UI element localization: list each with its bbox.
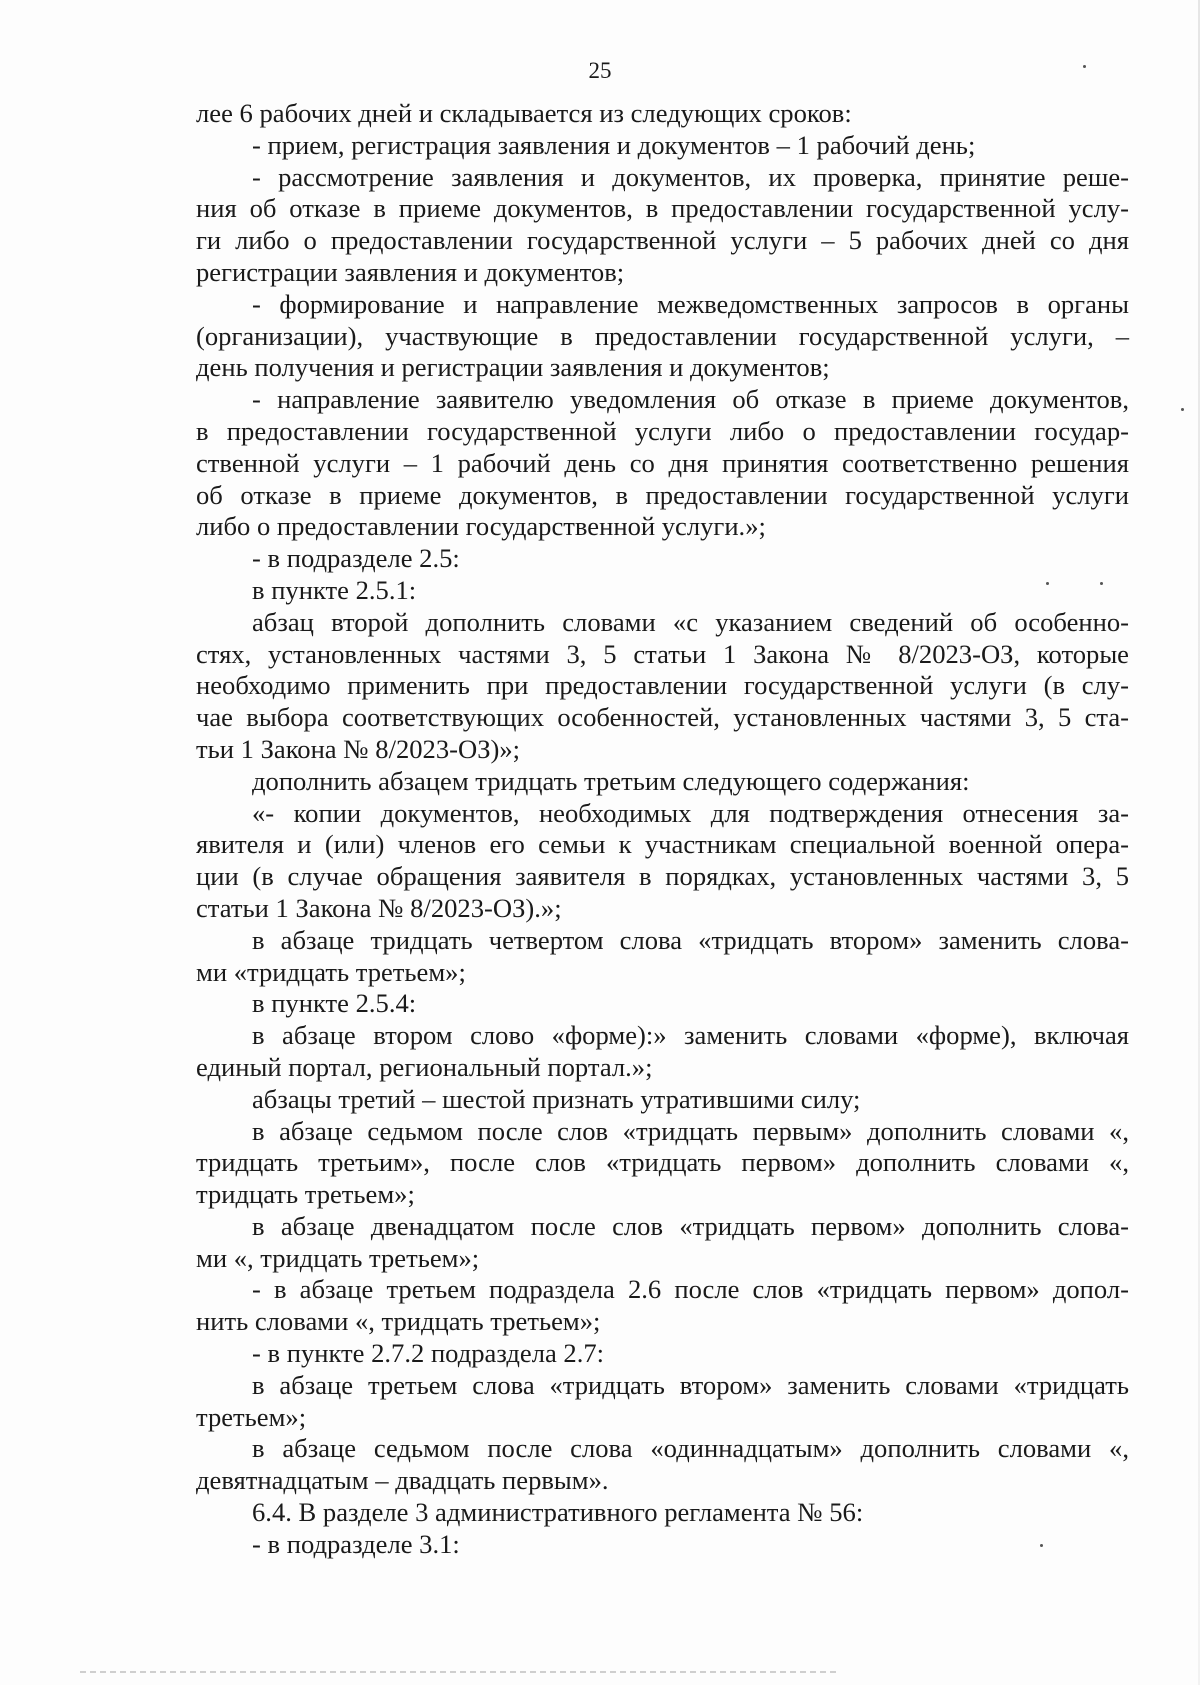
text-line-16: в пункте 2.5.1: (252, 574, 417, 605)
scan-speck (1100, 582, 1103, 585)
text-line-3: - рассмотрение заявления и документов, их проверка, принятие реше- (252, 161, 1129, 192)
text-line-14: либо о предоставлении государственной услуги.»; (196, 511, 766, 542)
text-line-43: в абзаце седьмом после слова «одиннадцатым» дополнить словами «, (252, 1433, 1129, 1464)
text-line-1: лее 6 рабочих дней и складывается из следующих сроков: (196, 98, 852, 128)
text-line-25: ции (в случае обращения заявителя в порядках, установленных частями 3, 5 (196, 861, 1129, 892)
text-line-42: третьем»; (196, 1401, 307, 1432)
text-line-44: девятнадцатым – двадцать первым». (196, 1465, 609, 1496)
text-line-7: - формирование и направление межведомственных запросов в органы (252, 288, 1129, 319)
text-line-11: в предоставлении государственной услуги либо о предоставлении государ- (196, 415, 1129, 446)
text-line-34: тридцать третьим», после слов «тридцать первом» дополнить словами «, (196, 1147, 1129, 1178)
text-line-28: ми «тридцать третьем»; (196, 956, 466, 987)
text-line-5: ги либо о предоставлении государственной услуги – 5 рабочих дней со дня (196, 225, 1129, 256)
text-line-21: тьи 1 Закона № 8/2023-ОЗ)»; (196, 733, 521, 764)
text-line-13: об отказе в приеме документов, в предоставлении государственной услуги (196, 479, 1129, 510)
text-line-22: дополнить абзацем тридцать третьим следующего содержания: (252, 765, 970, 796)
page-number: 25 (588, 58, 612, 83)
scan-speck (1046, 582, 1049, 585)
text-line-23: «- копии документов, необходимых для подтверждения отнесения за- (252, 797, 1129, 828)
text-line-17: абзац второй дополнить словами «с указанием сведений об особенно- (252, 606, 1129, 637)
document-body (196, 98, 1129, 1561)
text-line-39: нить словами «, тридцать третьем»; (196, 1306, 601, 1337)
text-line-30: в абзаце втором слово «форме):» заменить словами «форме), включая (252, 1020, 1129, 1051)
text-line-6: регистрации заявления и документов; (196, 256, 625, 287)
text-line-31: единый портал, региональный портал.»; (196, 1051, 653, 1082)
text-line-12: ственной услуги – 1 рабочий день со дня принятия соответственно решения (196, 447, 1129, 478)
text-line-45: 6.4. В разделе 3 административного регламента № 56: (252, 1497, 864, 1528)
text-line-40: - в пункте 2.7.2 подраздела 2.7: (252, 1338, 605, 1369)
text-line-18: стях, установленных частями 3, 5 статьи 1 Закона № 8/2023-ОЗ, которые (196, 638, 1129, 669)
text-line-8: (организации), участвующие в предоставлении государственной услуги, – (196, 320, 1129, 351)
text-line-33: в абзаце седьмом после слов «тридцать первым» дополнить словами «, (252, 1115, 1129, 1146)
text-line-38: - в абзаце третьем подраздела 2.6 после слов «тридцать первом» допол- (252, 1274, 1129, 1305)
text-line-46: - в подразделе 3.1: (252, 1528, 460, 1559)
text-line-4: ния об отказе в приеме документов, в предоставлении государственной услу- (196, 193, 1129, 224)
scan-speck (1181, 408, 1184, 411)
text-line-29: в пункте 2.5.4: (252, 988, 417, 1019)
text-line-37: ми «, тридцать третьем»; (196, 1242, 480, 1273)
text-line-26: статьи 1 Закона № 8/2023-ОЗ).»; (196, 892, 562, 923)
text-line-9: день получения и регистрации заявления и документов; (196, 352, 830, 383)
text-line-41: в абзаце третьем слова «тридцать втором» заменить словами «тридцать (252, 1369, 1129, 1400)
scan-speck (1040, 1544, 1043, 1547)
text-line-27: в абзаце тридцать четвертом слова «тридцать втором» заменить слова- (252, 924, 1129, 955)
text-line-24: явителя и (или) членов его семьи к участникам специальной военной опера- (196, 829, 1129, 860)
scan-bottom-edge (80, 1671, 840, 1673)
text-line-20: чае выбора соответствующих особенностей, установленных частями 3, 5 ста- (196, 702, 1129, 733)
text-line-36: в абзаце двенадцатом после слов «тридцать первом» дополнить слова- (252, 1210, 1129, 1241)
text-line-35: тридцать третьем»; (196, 1179, 415, 1210)
text-line-19: необходимо применить при предоставлении государственной услуги (в слу- (196, 670, 1129, 701)
text-line-2: - прием, регистрация заявления и документов – 1 рабочий день; (252, 129, 976, 160)
scan-speck (1083, 65, 1086, 68)
text-line-32: абзацы третий – шестой признать утратившими силу; (252, 1083, 861, 1114)
text-line-15: - в подразделе 2.5: (252, 543, 460, 574)
text-line-10: - направление заявителю уведомления об отказе в приеме документов, (252, 384, 1129, 415)
